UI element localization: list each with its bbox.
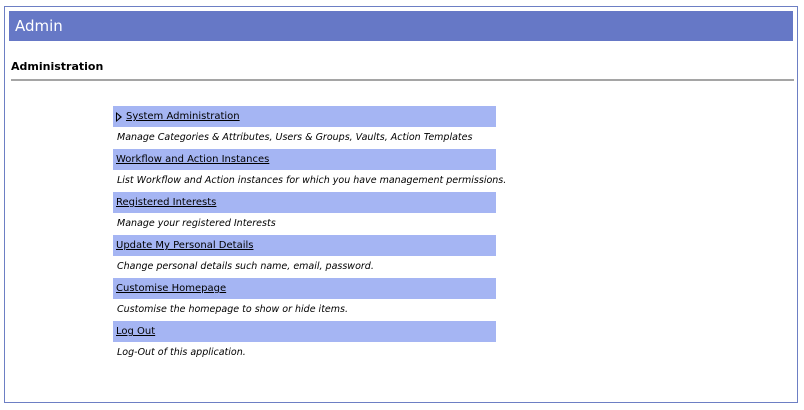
triangle-right-icon[interactable] xyxy=(116,112,122,122)
update-personal-details-link[interactable]: Update My Personal Details xyxy=(116,240,254,251)
admin-menu xyxy=(113,106,507,364)
menu-item-system-administration[interactable] xyxy=(113,106,496,127)
divider xyxy=(11,79,794,81)
menu-item-customise-homepage[interactable] xyxy=(113,278,496,299)
section-title: Administration xyxy=(11,60,104,73)
workflow-action-instances-link[interactable]: Workflow and Action Instances xyxy=(116,154,270,165)
menu-item-registered-interests[interactable] xyxy=(113,192,496,213)
menu-description-system-administration: Manage Categories & Attributes, Users & Groups, Vaults, Action Templates xyxy=(117,132,473,143)
menu-item-workflow-action-instances[interactable] xyxy=(113,149,496,170)
menu-item-update-personal-details[interactable] xyxy=(113,235,496,256)
menu-description-registered-interests: Manage your registered Interests xyxy=(117,218,276,229)
admin-frame xyxy=(4,6,798,403)
page-title: Admin xyxy=(15,17,63,35)
system-administration-link[interactable]: System Administration xyxy=(126,111,240,122)
customise-homepage-link[interactable]: Customise Homepage xyxy=(116,283,227,294)
log-out-link[interactable]: Log Out xyxy=(116,326,156,337)
menu-description-log-out: Log-Out of this application. xyxy=(117,347,246,358)
menu-description-update-personal-details: Change personal details such name, email, password. xyxy=(117,261,374,272)
menu-item-log-out[interactable] xyxy=(113,321,496,342)
registered-interests-link[interactable]: Registered Interests xyxy=(116,197,217,208)
title-bar xyxy=(9,11,793,41)
menu-description-customise-homepage: Customise the homepage to show or hide items. xyxy=(117,304,348,315)
menu-description-workflow-action-instances: List Workflow and Action instances for which you have management permissions. xyxy=(117,175,507,186)
